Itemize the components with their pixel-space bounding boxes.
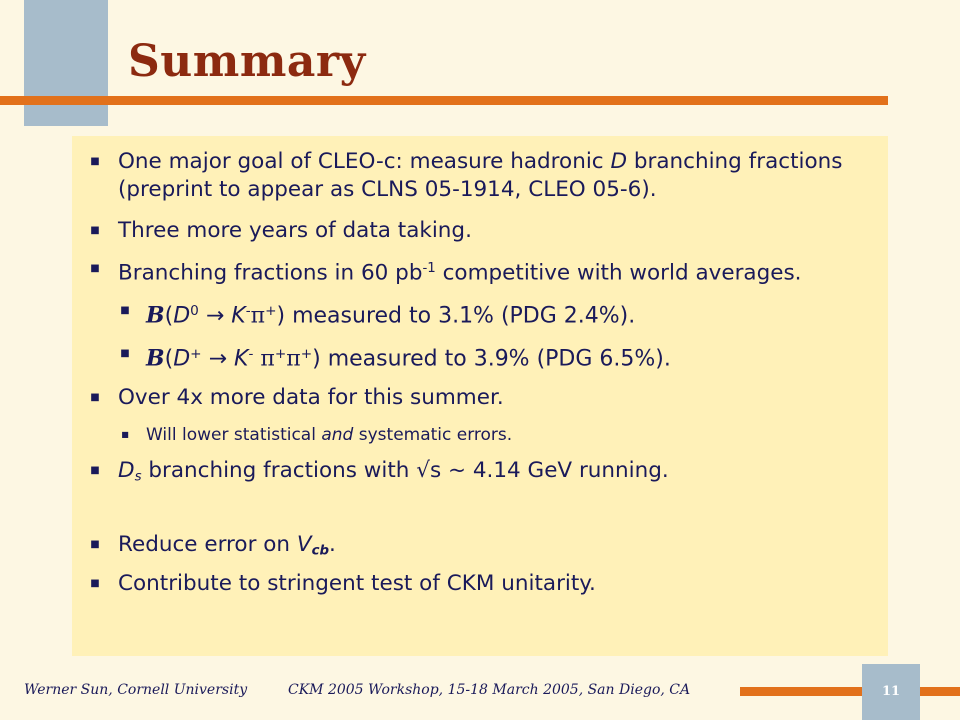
bullet-item-ckm-unitarity (88, 570, 872, 598)
sub-bullet-lower-errors (118, 424, 872, 446)
bullet-item-more-data (88, 384, 872, 412)
footer-author: Werner Sun, Cornell University (24, 682, 248, 698)
slide-title: Summary (128, 36, 366, 87)
bullet-icon: ■ (90, 392, 100, 403)
sub-bullet-dplus-kpipi (118, 340, 872, 374)
bullet-icon: ■ (90, 465, 100, 476)
page-number: 11 (881, 684, 901, 699)
bullet-icon: ■ (90, 156, 100, 167)
bullet-icon: ■ (90, 539, 100, 550)
bullet-text: Contribute to stringent test of CKM unitarity. (118, 571, 596, 596)
bullet-item-cleo-goal (88, 148, 872, 204)
bullet-icon: ■ (121, 430, 129, 439)
bullet-text: $B(D^0 \to K^-\pi^+)$ measured to 3.1% (PDG 2.4%). (146, 302, 636, 329)
bullet-icon: ■ (90, 578, 100, 589)
bullet-text: Branching fractions in 60 $pb^{-1}$ competitive with world averages. (118, 260, 802, 286)
bullet-item-ds-fractions (88, 457, 872, 491)
bullet-text: One major goal of CLEO-c: measure hadronic D branching fractions (preprint to appear as CLNS 05-1914, CLEO 05-6). (118, 149, 843, 202)
content-box (72, 136, 888, 656)
bullet-icon: ■ (120, 348, 130, 359)
bullet-icon: ■ (120, 305, 130, 316)
bullet-item-branching-fractions (88, 255, 872, 287)
bullet-text: Three more years of data taking. (118, 218, 472, 243)
bullet-icon: ■ (90, 225, 100, 236)
title-underline-bar (0, 96, 888, 105)
footer-event: CKM 2005 Workshop, 15-18 March 2005, San Diego, CA (288, 682, 691, 698)
decorative-square-top (24, 0, 108, 126)
bullet-item-data-taking (88, 217, 872, 245)
bullet-text: Over 4x more data for this summer. (118, 385, 504, 410)
bullet-text: B(D+ → K- π+π+) measured to 3.9% (PDG 6.5%). (146, 345, 671, 372)
footer-bar (740, 687, 960, 696)
bullet-text: $D_s$ branching fractions with √s ~ 4.14 GeV running. (118, 458, 669, 485)
bullet-icon: ■ (90, 263, 100, 274)
bullet-text: Reduce error on $V_{cb}$. (118, 532, 336, 559)
sub-bullet-d0-kpi (118, 297, 872, 331)
bullet-item-vcb (88, 531, 872, 565)
bullet-text: Will lower statistical and systematic errors. (146, 425, 513, 445)
